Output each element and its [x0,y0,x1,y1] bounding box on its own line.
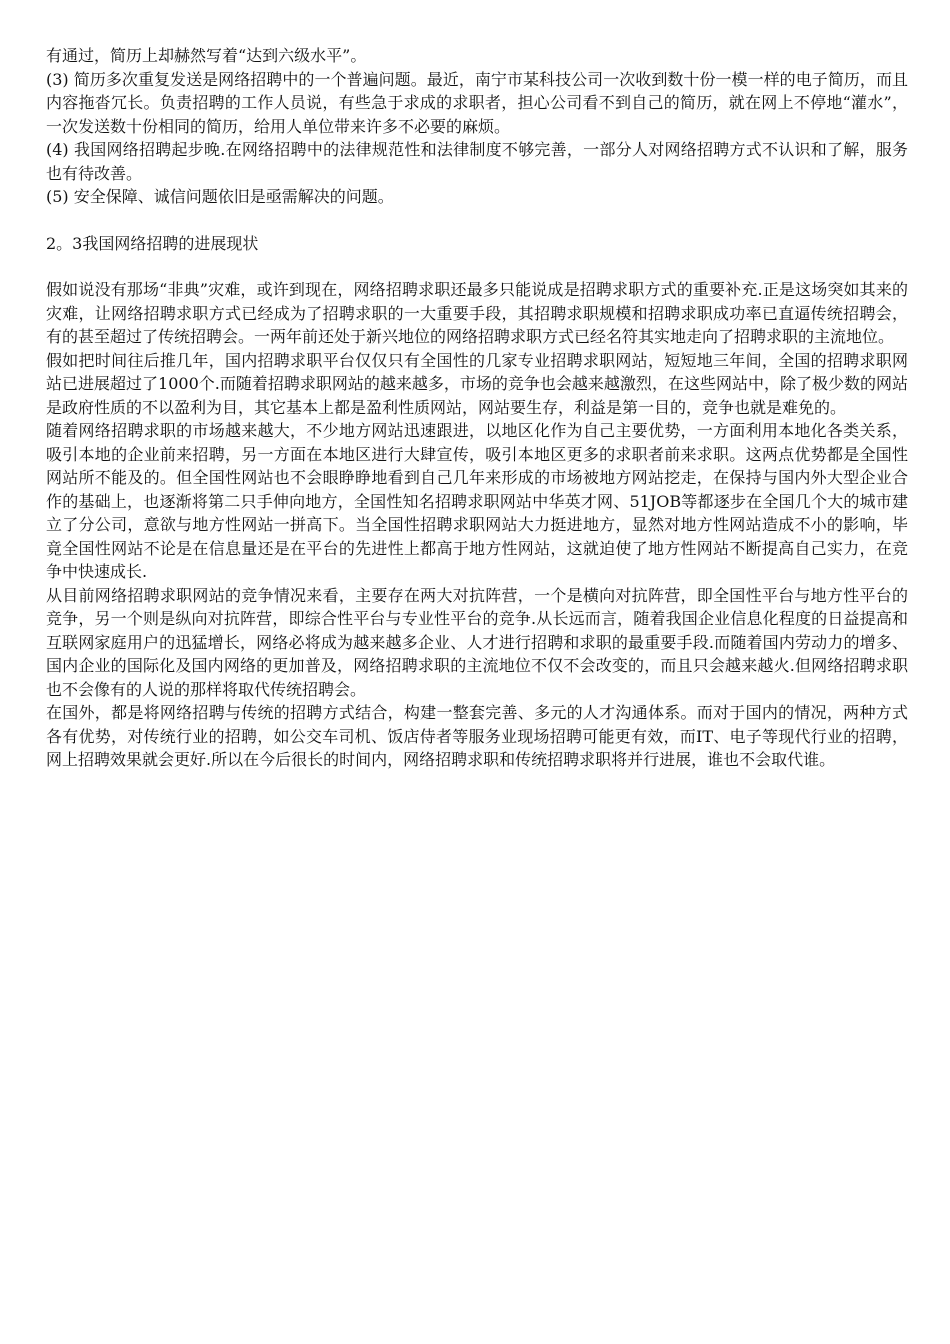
body-paragraph-3: 随着网络招聘求职的市场越来越大，不少地方网站迅速跟进，以地区化作为自己主要优势，一方面利用本地化各类关系，吸引本地的企业前来招聘，另一方面在本地区进行大肆宣传，吸引本地区更多的求职者前来求职。这两点优势都是全国性网站所不能及的。但全国性网站也不会眼睁睁地看到自己几年来形成的市场被地方网站挖走，在保持与国内外大型企业合作的基础上，也逐渐将第二只手伸向地方，全国性知名招聘求职网站中华英才网、51JOB等都逐步在全国几个大的城市建立了分公司，意欲与地方性网站一拼高下。当全国性招聘求职网站大力挺进地方，显然对地方性网站造成不小的影响，毕竟全国性网站不论是在信息量还是在平台的先进性上都高于地方性网站，这就迫使了地方性网站不断提高自己实力，在竞争中快速成长. [46,421,908,581]
body-paragraph-4: 从目前网络招聘求职网站的竞争情况来看，主要存在两大对抗阵营，一个是横向对抗阵营，即全国性平台与地方性平台的竞争，另一个则是纵向对抗阵营，即综合性平台与专业性平台的竞争.从长远而言，随着我国企业信息化程度的日益提高和互联网家庭用户的迅猛增长，网络必将成为越来越多企业、人才进行招聘和求职的最重要手段.而随着国内劳动力的增多、国内企业的国际化及国内网络的更加普及，网络招聘求职的主流地位不仅不会改变的，而且只会越来越火.但网络招聘求职也不会像有的人说的那样将取代传统招聘会。 [46,585,908,699]
list-item-5: (5) 安全保障、诚信问题依旧是亟需解决的问题。 [46,187,394,206]
spacer [46,209,908,232]
document-page [46,44,908,772]
section-heading: 2。3我国网络招聘的进展现状 [46,233,259,253]
body-paragraph-1: 假如说没有那场“非典”灾难，或许到现在，网络招聘求职还最多只能说成是招聘求职方式的重要补充.正是这场突如其来的灾难，让网络招聘求职方式已经成为了招聘求职的一大重要手段，其招聘求职规模和招聘求职成功率已直逼传统招聘会，有的甚至超过了传统招聘会。一两年前还处于新兴地位的网络招聘求职方式已经名符其实地走向了招聘求职的主流地位。 [46,280,908,346]
spacer [46,255,908,278]
body-paragraph-5: 在国外，都是将网络招聘与传统的招聘方式结合，构建一整套完善、多元的人才沟通体系。而对于国内的情况，两种方式各有优势，对传统行业的招聘，如公交车司机、饭店侍者等服务业现场招聘可能更有效，而IT、电子等现代行业的招聘，网上招聘效果就会更好.所以在今后很长的时间内，网络招聘求职和传统招聘求职将并行进展，谁也不会取代谁。 [46,703,908,769]
list-item-3: (3) 简历多次重复发送是网络招聘中的一个普遍问题。最近，南宁市某科技公司一次收到数十份一模一样的电子简历，而且内容拖沓冗长。负责招聘的工作人员说，有些急于求成的求职者，担心公司看不到自己的简历，就在网上不停地“灌水”，一次发送数十份相同的简历，给用人单位带来许多不必要的麻烦。 [46,69,908,136]
body-paragraph-2: 假如把时间往后推几年，国内招聘求职平台仅仅只有全国性的几家专业招聘求职网站，短短地三年间，全国的招聘求职网站已进展超过了1000个.而随着招聘求职网站的越来越多，市场的竞争也会越来越激烈，在这些网站中，除了极少数的网站是政府性质的不以盈利为目，其它基本上都是盈利性质网站，网站要生存，利益是第一目的，竞争也就是难免的。 [46,350,908,417]
paragraph-continuation: 有通过，简历上却赫然写着“达到六级水平”。 [46,46,367,65]
list-item-4: (4) 我国网络招聘起步晚.在网络招聘中的法律规范性和法律制度不够完善，一部分人对网络招聘方式不认识和了解，服务也有待改善。 [46,140,908,183]
